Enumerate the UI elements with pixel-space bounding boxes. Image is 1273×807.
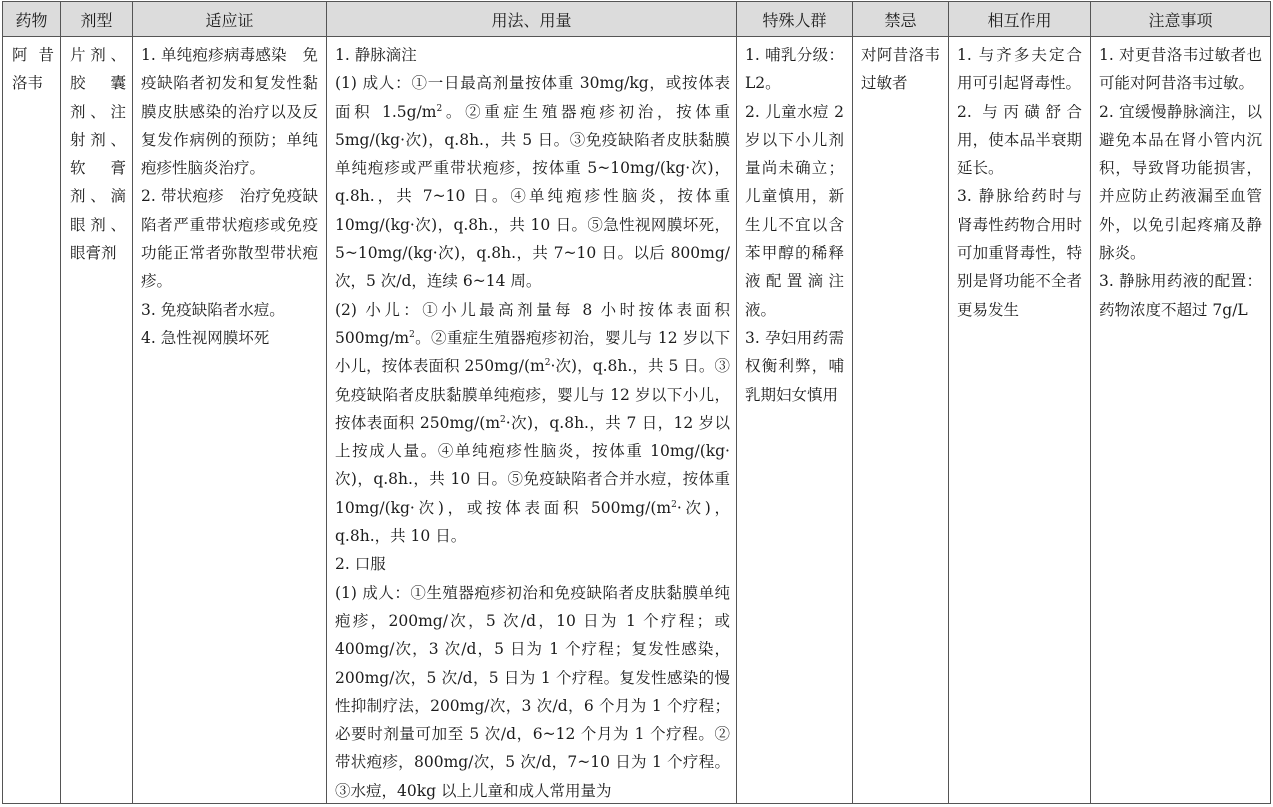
cell-interaction — [949, 37, 1091, 804]
cell-contraindication — [853, 37, 949, 804]
table-row — [3, 37, 1271, 804]
indication-item: 1. 单纯疱疹病毒感染 免疫缺陷者初发和复发性黏膜皮肤感染的治疗以及反复发作病例的预防；单纯疱疹性脑炎治疗。 — [141, 46, 318, 178]
table-header-row — [3, 2, 1271, 37]
indication-item: 2. 带状疱疹 治疗免疫缺陷者严重带状疱疹或免疫功能正常者弥散型带状疱疹。 — [141, 187, 318, 291]
notes-item: 2. 宜缓慢静脉滴注，以避免本品在肾小管内沉积，导致肾功能损害，并应防止药液漏至血管外，以免引起疼痛及静脉炎。 — [1099, 102, 1262, 263]
dosage-oral-adult: (1) 成人：①生殖器疱疹初治和免疫缺陷者皮肤黏膜单纯疱疹，200mg/次，5 次/d，10 日为 1 个疗程；或 400mg/次，3 次/d，5 日为 1 个疗程；复发性感染，200mg/次，5 次/d，5 日为 1 个疗程。复发性感染的慢性抑制疗法，200mg/次，3 次/d，6 个月为 1 个疗程；必要时剂量可加至 5 次/d，6~12 个月为 1 个疗程。②带状疱疹，800mg/次，5 次/d，7~10 日为 1 个疗程。③水痘，40kg 以上儿童和成人常用量为 — [335, 583, 730, 800]
interaction-item: 3. 静脉给药时与肾毒性药物合用时可加重肾毒性，特别是肾功能不全者更易发生 — [957, 187, 1082, 319]
dosage-iv-adult: (1) 成人：①一日最高剂量按体重 30mg/kg，或按体表面积 $1.5g/m^2$。②重症生殖器疱疹初治，按体重 5mg/(kg·次)，q.8h.，共 5 日。③免疫缺陷者皮肤黏膜单纯疱疹或严重带状疱疹，按体重 5~10mg/(kg·次)，q.8h.，共 7~10 日。④单纯疱疹性脑炎，按体重 10mg/(kg·次)，q.8h.，共 10 日。⑤急性视网膜坏死，5~10mg/(kg·次)，q.8h.，共 7~10 日。以后 800mg/次，5 次/d，连续 6~14 周。 — [335, 74, 730, 291]
header-form: 剂型 — [61, 2, 133, 37]
cell-special-population — [737, 37, 853, 804]
cell-notes — [1091, 37, 1271, 804]
drug-name: 阿昔洛韦 — [12, 46, 54, 93]
special-item: 2. 儿童水痘 2 岁以下小儿剂量尚未确立；儿童慎用，新生儿不宜以含苯甲醇的稀释液配置滴注液。 — [745, 102, 844, 319]
header-dosage: 用法、用量 — [327, 2, 737, 37]
header-notes: 注意事项 — [1091, 2, 1271, 37]
header-indication: 适应证 — [133, 2, 327, 37]
special-item: 3. 孕妇用药需权衡利弊，哺乳期妇女慎用 — [745, 328, 844, 404]
interaction-item: 1. 与齐多夫定合用可引起肾毒性。 — [957, 46, 1082, 93]
notes-item: 1. 对更昔洛韦过敏者也可能对阿昔洛韦过敏。 — [1099, 46, 1262, 93]
dosage-iv-title: 1. 静脉滴注 — [335, 46, 417, 64]
cell-form — [61, 37, 133, 804]
indication-item: 4. 急性视网膜坏死 — [141, 328, 270, 347]
cell-drug — [3, 37, 61, 804]
cell-dosage — [327, 37, 737, 804]
header-interaction: 相互作用 — [949, 2, 1091, 37]
dosage-oral-title: 2. 口服 — [335, 555, 386, 574]
header-contraindication: 禁忌 — [853, 2, 949, 37]
header-drug: 药物 — [3, 2, 61, 37]
special-item: 1. 哺乳分级：L2。 — [745, 46, 844, 93]
indication-item: 3. 免疫缺陷者水痘。 — [141, 300, 285, 319]
cell-indication — [133, 37, 327, 804]
notes-item: 3. 静脉用药液的配置：药物浓度不超过 7g/L — [1099, 272, 1262, 319]
dosage-iv-child: (2) 小儿：①小儿最高剂量每 8 小时按体表面积 $500mg/m^2$。②重症生殖器疱疹初治，婴儿与 12 岁以下小儿，按体表面积 $250mg/(m^2\cdot$次)，q.8h.，共 5 日。③免疫缺陷者皮肤黏膜单纯疱疹，婴儿与 12 岁以下小儿，按体表面积 $250mg/(m^2\cdot$次)，q.8h.，共 7 日，12 岁以上按成人量。④单纯疱疹性脑炎，按体重 10mg/(kg·次)，q.8h.，共 10 日。⑤免疫缺陷者合并水痘，按体重 10mg/(kg·次)，或按体表面积 $500mg/(m^2\cdot$次)，q.8h.，共 10 日。 — [335, 300, 731, 546]
drug-info-table — [2, 1, 1271, 804]
dosage-forms: 片剂、胶囊剂、注射剂、软膏剂、滴眼剂、眼膏剂 — [70, 46, 126, 263]
interaction-item: 2. 与丙磺舒合用，使本品半衰期延长。 — [957, 102, 1082, 178]
contraindication-text: 对阿昔洛韦过敏者 — [861, 46, 940, 93]
header-special-population: 特殊人群 — [737, 2, 853, 37]
